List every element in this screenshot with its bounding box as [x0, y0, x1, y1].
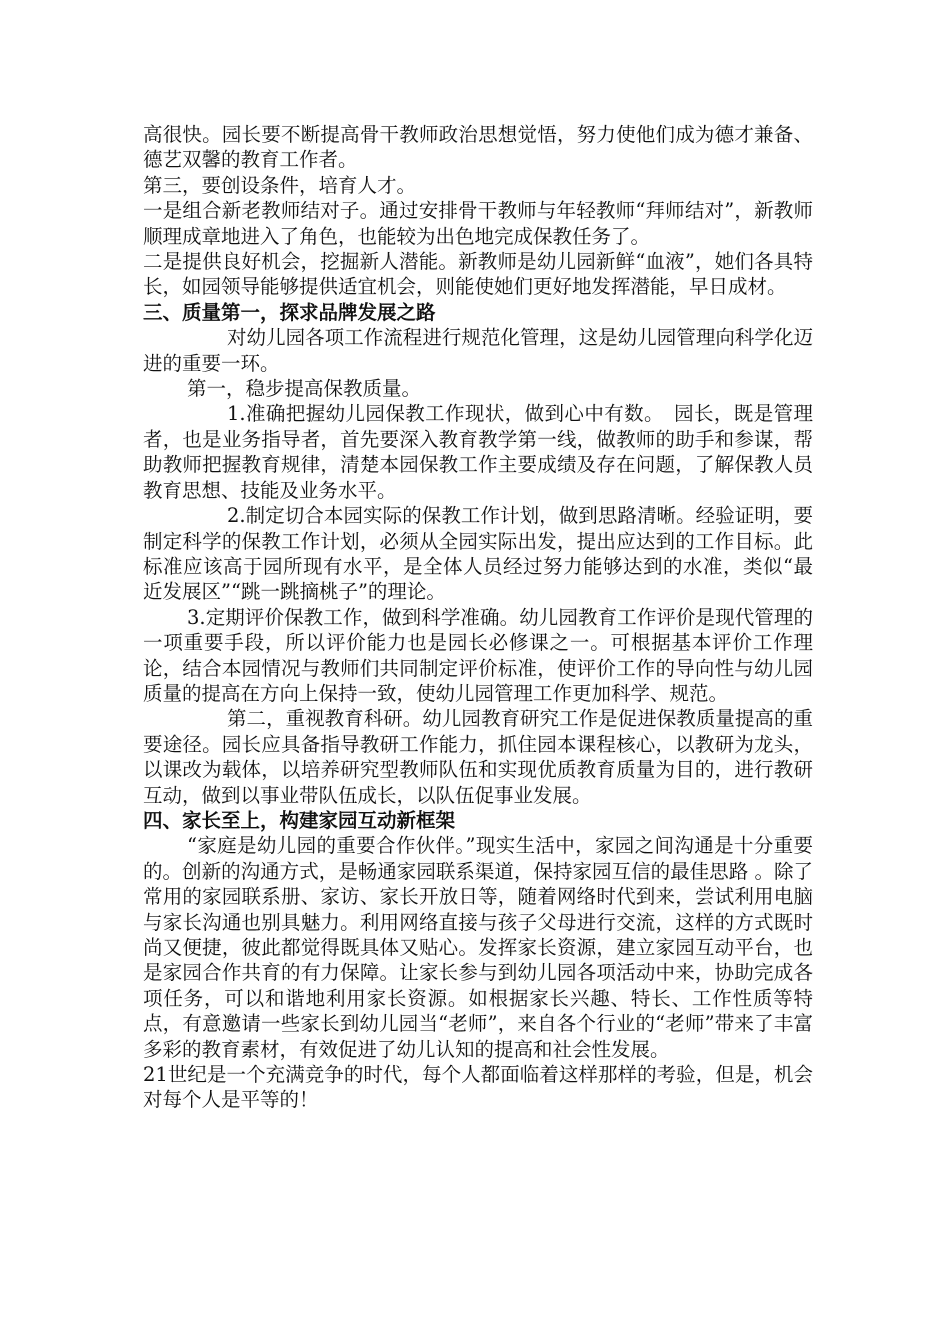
paragraph-family-partnership: “家庭是幼儿园的重要合作伙伴。”现实生活中，家园之间沟通是十分重要的。创新的沟通方式，是畅通家园联系渠道，保持家园互信的最佳思路 。除了常用的家园联系册、家访、家长开放日等，随着网络时代到来，尝试利用电脑与家长沟通也别具魅力。利用网络直接与孩子父母进行交流，这样的方式既时尚又便捷，彼此都觉得既具体又贴心。发挥家长资源，建立家园互动平台，也是家园合作共育的有力保障。让家长参与到幼儿园各项活动中来，协助完成各项任务，可以和谐地利用家长资源。如根据家长兴趣、特长、工作性质等特点，有意邀请一些家长到幼儿园当“老师”，来自各个行业的“老师”带来了丰富多彩的教育素材，有效促进了幼儿认知的提高和社会性发展。 — [143, 834, 813, 1061]
paragraph-backbone-teachers-end: 高很快。园长要不断提高骨干教师政治思想觉悟，努力使他们成为德才兼备、德艺双馨的教育工作者。 — [143, 123, 813, 172]
paragraph-standardized-management: 对幼儿园各项工作流程进行规范化管理，这是幼儿园管理向科学化迈进的重要一环。 — [143, 326, 813, 375]
section-heading-parents: 四、家长至上，构建家园互动新框架 — [143, 808, 456, 832]
paragraph-new-talent: 二是提供良好机会，挖掘新人潜能。新教师是幼儿园新鲜“血液”，她们各具特长，如园领导能够提供适宜机会，则能使她们更好地发挥潜能，早日成材。 — [143, 250, 813, 299]
paragraph-second-research: 第二，重视教育科研。幼儿园教育研究工作是促进保教质量提高的重要途径。园长应具备指导教研工作能力，抓住园本课程核心，以教研为龙头，以课改为载体，以培养研究型教师队伍和实现优质教育质量为目的，进行教研互动，做到以事业带队伍成长，以队伍促事业发展。 — [143, 707, 813, 807]
paragraph-first-quality: 第一，稳步提高保教质量。 — [187, 377, 422, 401]
section-heading-quality: 三、质量第一，探求品牌发展之路 — [143, 300, 436, 324]
paragraph-conclusion: 21世纪是一个充满竞争的时代，每个人都面临着这样那样的考验，但是，机会对每个人是平等的！ — [143, 1063, 813, 1112]
paragraph-item-1: 1.准确把握幼儿园保教工作现状，做到心中有数。 园长，既是管理者，也是业务指导者，首先要深入教育教学第一线，做教师的助手和参谋，帮助教师把握教育规律，清楚本园保教工作主要成绩及存在问题，了解保教人员教育思想、技能及业务水平。 — [143, 402, 813, 502]
paragraph-item-2: 2.制定切合本园实际的保教工作计划，做到思路清晰。经验证明，要制定科学的保教工作计划，必须从全园实际出发，提出应达到的工作目标。此标准应该高于园所现有水平，是全体人员经过努力能够达到的水准，类似“最近发展区”“跳一跳摘桃子”的理论。 — [143, 504, 813, 604]
paragraph-item-3: 3.定期评价保教工作，做到科学准确。幼儿园教育工作评价是现代管理的一项重要手段，所以评价能力也是园长必修课之一。可根据基本评价工作理论，结合本园情况与教师们共同制定评价标准，使评价工作的导向性与幼儿园质量的提高在方向上保持一致，使幼儿园管理工作更加科学、规范。 — [143, 605, 813, 705]
paragraph-third-point: 第三，要创设条件，培育人才。 — [143, 173, 417, 197]
paragraph-mentor-pairing: 一是组合新老教师结对子。通过安排骨干教师与年轻教师“拜师结对”，新教师顺理成章地进入了角色，也能较为出色地完成保教任务了。 — [143, 199, 813, 248]
document-page — [143, 122, 813, 1113]
